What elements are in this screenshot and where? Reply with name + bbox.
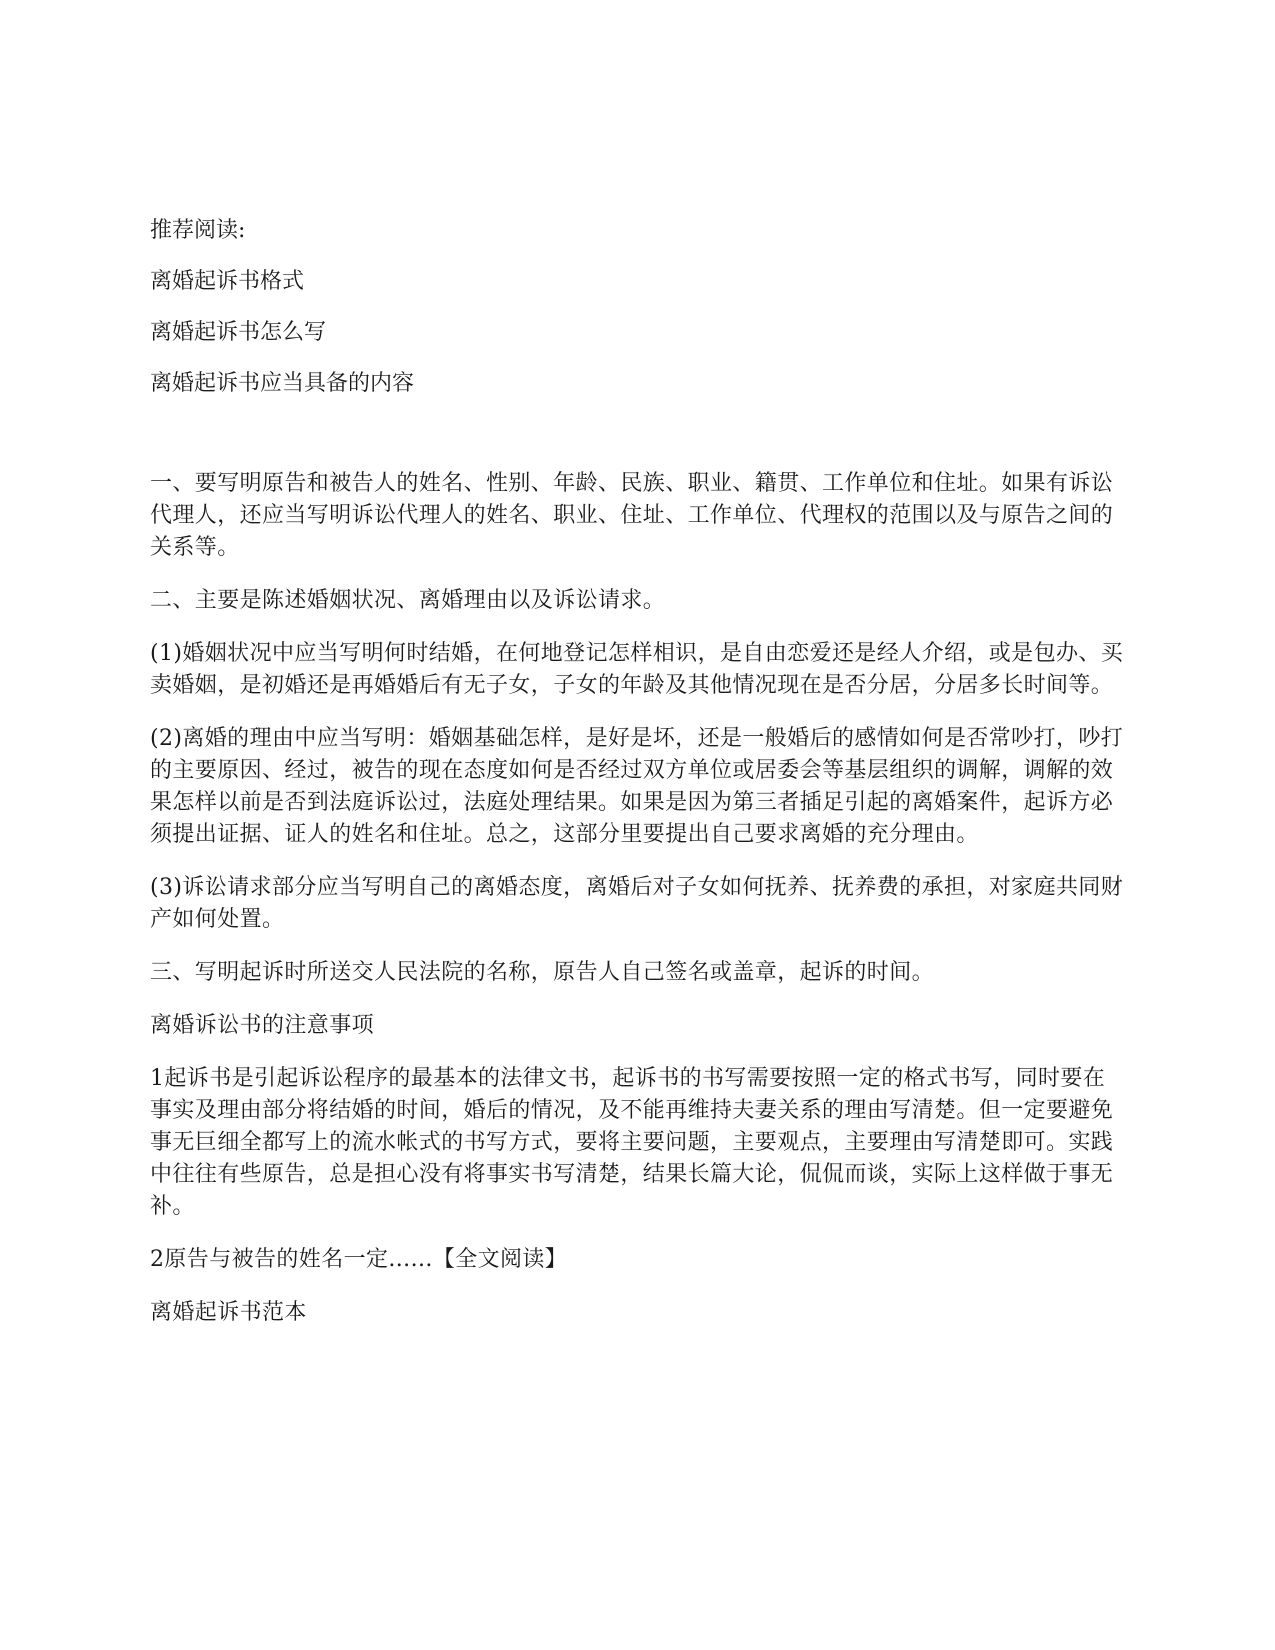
paragraph-claims: (3)诉讼请求部分应当写明自己的离婚态度，离婚后对子女如何抚养、抚养费的承担，对家庭共同财产如何处置。 bbox=[150, 875, 1124, 932]
recommended-link-required-content[interactable]: 离婚起诉书应当具备的内容 bbox=[150, 371, 415, 396]
paragraph-note-1: 1起诉书是引起诉讼程序的最基本的法律文书，起诉书的书写需要按照一定的格式书写，同时要在事实及理由部分将结婚的时间，婚后的情况，及不能再维持夫妻关系的理由写清楚。但一定要避免事无巨细全都写上的流水帐式的书写方式，要将主要问题，主要观点，主要理由写清楚即可。实践中往往有些原告，总是担心没有将事实书写清楚，结果长篇大论，侃侃而谈，实际上这样做于事无补。 bbox=[150, 1066, 1114, 1219]
document-content bbox=[150, 216, 1125, 1350]
truncated-text: 2原告与被告的姓名一定...... bbox=[150, 1247, 433, 1272]
section-spacer bbox=[150, 420, 1125, 468]
section-heading-notes: 离婚诉讼书的注意事项 bbox=[150, 1013, 375, 1038]
recommended-link-how-to-write[interactable]: 离婚起诉书怎么写 bbox=[150, 320, 327, 345]
paragraph-main-content: 二、主要是陈述婚姻状况、离婚理由以及诉讼请求。 bbox=[150, 588, 666, 613]
read-full-text-link[interactable]: 【全文阅读】 bbox=[432, 1247, 568, 1272]
recommended-link-format[interactable]: 离婚起诉书格式 bbox=[150, 269, 305, 294]
paragraph-party-info: 一、要写明原告和被告人的姓名、性别、年龄、民族、职业、籍贯、工作单位和住址。如果有诉讼代理人，还应当写明诉讼代理人的姓名、职业、住址、工作单位、代理权的范围以及与原告之间的关系等。 bbox=[150, 471, 1114, 560]
paragraph-court-signature: 三、写明起诉时所送交人民法院的名称，原告人自己签名或盖章，起诉的时间。 bbox=[150, 960, 935, 985]
recommended-heading: 推荐阅读: bbox=[150, 218, 246, 243]
section-heading-template: 离婚起诉书范本 bbox=[150, 1300, 307, 1325]
paragraph-note-2-truncated bbox=[150, 1244, 1125, 1276]
paragraph-divorce-reasons: (2)离婚的理由中应当写明：婚姻基础怎样，是好是坏，还是一般婚后的感情如何是否常吵打，吵打的主要原因、经过，被告的现在态度如何是否经过双方单位或居委会等基层组织的调解，调解的效果怎样以前是否到法庭诉讼过，法庭处理结果。如果是因为第三者插足引起的离婚案件，起诉方必须提出证据、证人的姓名和住址。总之，这部分里要提出自己要求离婚的充分理由。 bbox=[150, 726, 1124, 847]
paragraph-marriage-status: (1)婚姻状况中应当写明何时结婚，在何地登记怎样相识，是自由恋爱还是经人介绍，或是包办、买卖婚姻，是初婚还是再婚婚后有无子女，子女的年龄及其他情况现在是否分居，分居多长时间等。 bbox=[150, 641, 1124, 698]
